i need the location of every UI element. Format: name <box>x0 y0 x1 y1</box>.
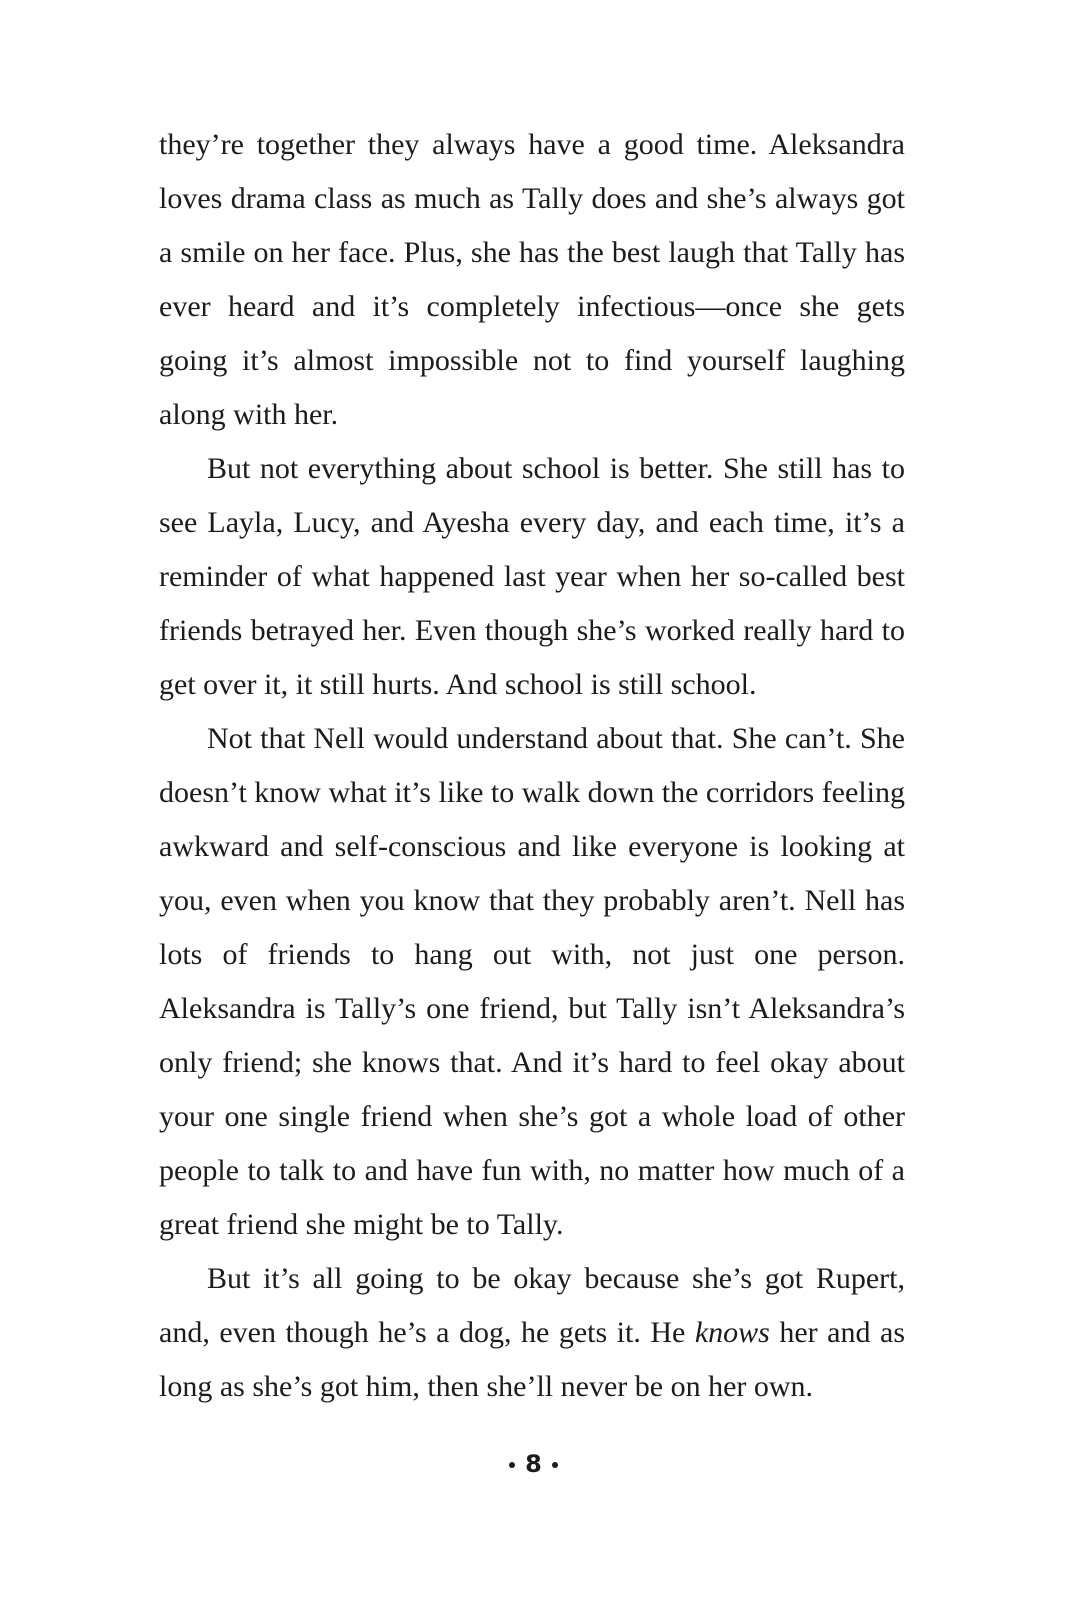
paragraph-text: Not that Nell would understand about that. She can’t. She doesn’t know what it’s like to walk down the corridors feeling awkward and self-conscious and like everyone is looking at you, even when you know that they probably aren’t. Nell has lots of friends to hang out with, not just one person. Aleksandra is Tally’s one friend, but Tally isn’t Aleksandra’s only friend; she knows that. And it’s hard to feel okay about your one single friend when she’s got a whole load of other people to talk to and have fun with, no matter how much of a great friend she might be to Tally. <box>159 722 905 1241</box>
paragraph <box>159 442 905 712</box>
emphasis-text: knows <box>694 1316 770 1349</box>
paragraph-text: But it’s all going to be okay because she’s got Rupert, and, even though he’s a dog, he gets it. He <box>159 1262 905 1349</box>
page-footer <box>0 1450 1067 1478</box>
footer-dot-left <box>509 1462 515 1468</box>
paragraph-text: they’re together they always have a good time. Aleksandra loves drama class as much as Tally does and she’s always got a smile on her face. Plus, she has the best laugh that Tally has ever heard and it’s completely infectious—once she gets going it’s almost impossible not to find yourself laughing along with her. <box>159 128 905 431</box>
footer-dot-right <box>552 1462 558 1468</box>
body-text <box>159 118 905 1414</box>
paragraph <box>159 712 905 1252</box>
paragraph <box>159 1252 905 1414</box>
paragraph-text: But not everything about school is better. She still has to see Layla, Lucy, and Ayesha every day, and each time, it’s a reminder of what happened last year when her so-called best friends betrayed her. Even though she’s worked really hard to get over it, it still hurts. And school is still school. <box>159 452 905 701</box>
paragraph-text: her and as long as she’s got him, then she’ll never be on her own. <box>159 1316 905 1403</box>
page-number: 8 <box>525 1450 542 1478</box>
paragraph <box>159 118 905 442</box>
